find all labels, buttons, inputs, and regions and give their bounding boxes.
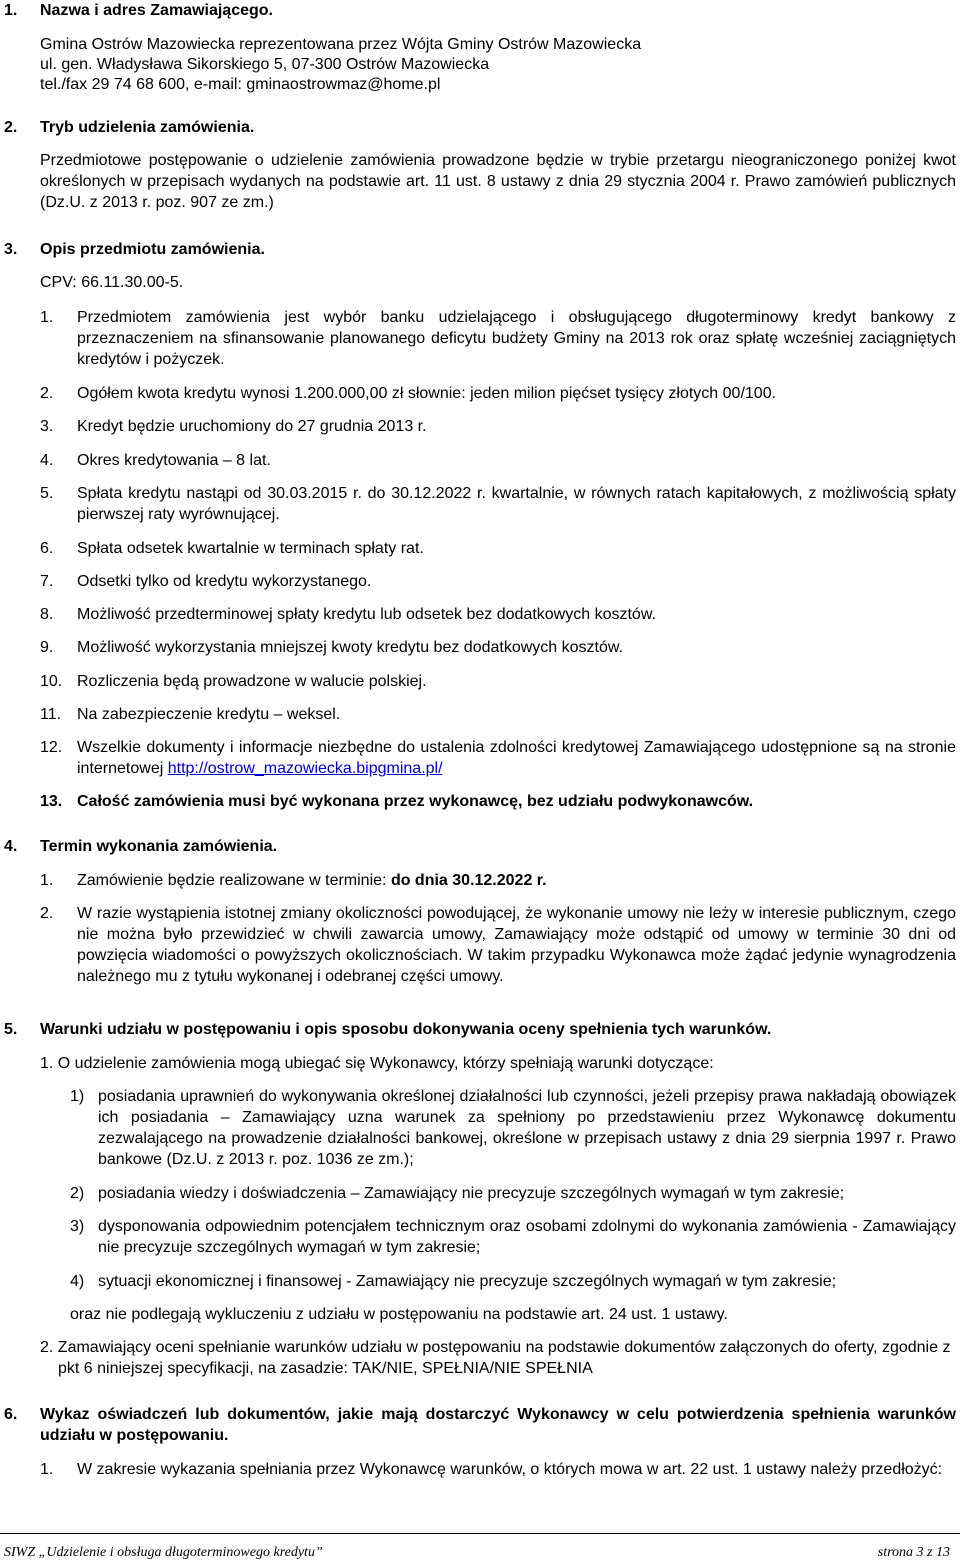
s3-item-3-num: 3. bbox=[40, 418, 54, 435]
s5-item-2-text: posiadania wiedzy i doświadczenia – Zamawiający nie precyzuje szczególnych wymagań w tym zakresie; bbox=[98, 1185, 845, 1202]
s3-item-12-text bbox=[77, 737, 956, 779]
s3-item-5-text: Spłata kredytu nastąpi od 30.03.2015 r. do 30.12.2022 r. kwartalnie, w równych ratach kapitałowych, z możliwością spłaty pierwszej raty wyrównującej. bbox=[77, 485, 956, 523]
s3-item-13-text: Całość zamówienia musi być wykonana przez wykonawcę, bez udziału podwykonawców. bbox=[77, 793, 754, 810]
s5-item-2-num: 2) bbox=[70, 1185, 85, 1202]
s1-line-2: ul. gen. Władysława Sikorskiego 5, 07-300 Ostrów Mazowiecka bbox=[40, 56, 490, 73]
s4-item-2-text: W razie wystąpienia istotnej zmiany okoliczności powodującej, że wykonanie umowy nie leży w interesie publicznym, czego nie można było przewidzieć w chwili zawarcia umowy, Zamawiający może odstąpić od umowy w terminie 30 dni od powzięcia wiadomości o powyższych okolicznościach. W takim przypadku Wykonawca może żądać jedynie wynagrodzenia należnego mu z tytułu wykonanej i odebranej części umowy. bbox=[77, 905, 956, 985]
s3-item-7-num: 7. bbox=[40, 573, 54, 590]
s3-item-12-body: Wszelkie dokumenty i informacje niezbędne do ustalenia zdolności kredytowej Zamawiającego udostępnione są na stronie internetowej bbox=[77, 739, 956, 777]
s3-item-10-text: Rozliczenia będą prowadzone w walucie polskiej. bbox=[77, 673, 427, 690]
s5-oraz: oraz nie podlegają wykluczeniu z udziału w postępowaniu na podstawie art. 24 ust. 1 ustawy. bbox=[70, 1306, 728, 1323]
s6-item-1-text: W zakresie wykazania spełniania przez Wykonawcę warunków, o których mowa w art. 22 ust. 1 ustawy należy przedłożyć: bbox=[77, 1461, 943, 1478]
s5-item-3-num: 3) bbox=[70, 1218, 85, 1235]
s1-title: Nazwa i adres Zamawiającego. bbox=[40, 2, 273, 19]
s2-paragraph: Przedmiotowe postępowanie o udzielenie zamówienia prowadzone będzie w trybie przetargu nieograniczonego poniżej kwot określonych w przepisach wydanych na podstawie art. 11 ust. 8 ustawy z dnia 29 stycznia 2004 r. Prawo zamówień publicznych (Dz.U. z 2013 r. poz. 907 ze zm.) bbox=[40, 152, 956, 211]
s3-title: Opis przedmiotu zamówienia. bbox=[40, 241, 265, 258]
s3-item-9-num: 9. bbox=[40, 639, 54, 656]
s5-num: 5. bbox=[4, 1021, 18, 1038]
footer-divider bbox=[0, 1533, 960, 1534]
s6-num: 6. bbox=[4, 1406, 18, 1423]
s1-line-3: tel./fax 29 74 68 600, e-mail: gminaostrowmaz@home.pl bbox=[40, 76, 441, 93]
s3-item-6-num: 6. bbox=[40, 540, 54, 557]
s2-num: 2. bbox=[4, 119, 18, 136]
footer-page-number: strona 3 z 13 bbox=[877, 1545, 950, 1560]
s4-item-1-text bbox=[77, 870, 547, 891]
s3-item-7-text: Odsetki tylko od kredytu wykorzystanego. bbox=[77, 573, 372, 590]
s3-item-12-num: 12. bbox=[40, 739, 63, 756]
s5-item-3-text: dysponowania odpowiednim potencjałem technicznym oraz osobami zdolnymi do wykonania zamówienia - Zamawiający nie precyzuje szczególnych wymagań w tym zakresie; bbox=[98, 1218, 956, 1256]
s3-item-2-num: 2. bbox=[40, 385, 54, 402]
s3-item-1-num: 1. bbox=[40, 309, 54, 326]
s4-num: 4. bbox=[4, 838, 18, 855]
s6-item-1-num: 1. bbox=[40, 1461, 54, 1478]
s3-item-9-text: Możliwość wykorzystania mniejszej kwoty kredytu bez dodatkowych kosztów. bbox=[77, 639, 623, 656]
s4-item-2-num: 2. bbox=[40, 905, 54, 922]
s5-paragraph-1: 1. O udzielenie zamówienia mogą ubiegać się Wykonawcy, którzy spełniają warunki dotyczące: bbox=[40, 1055, 714, 1072]
s5-item-1-text: posiadania uprawnień do wykonywania określonej działalności lub czynności, jeżeli przepisy prawa nakładają obowiązek ich posiadania – Zamawiający uzna warunek za spełniony po przedstawieniu przez Wykonawcę dokumentu zezwalającego na prowadzenie działalności bankowej, określone w przepisach ustawy z dnia 29 sierpnia 1997 r. Prawo bankowe (Dz.U. z 2013 r. poz. 1036 ze zm.); bbox=[98, 1088, 956, 1168]
s3-cpv: CPV: 66.11.30.00-5. bbox=[40, 274, 184, 291]
s3-item-10-num: 10. bbox=[40, 673, 63, 690]
s3-item-8-text: Możliwość przedterminowej spłaty kredytu lub odsetek bez dodatkowych kosztów. bbox=[77, 606, 656, 623]
footer-document-title: SIWZ „Udzielenie i obsługa długoterminowego kredytu” bbox=[4, 1545, 323, 1560]
s3-item-2-text: Ogółem kwota kredytu wynosi 1.200.000,00 zł słownie: jeden milion pięćset tysięcy złotych 00/100. bbox=[77, 385, 777, 402]
s4-title: Termin wykonania zamówienia. bbox=[40, 838, 278, 855]
s3-item-4-num: 4. bbox=[40, 452, 54, 469]
s3-item-8-num: 8. bbox=[40, 606, 54, 623]
s3-item-1-text: Przedmiotem zamówienia jest wybór banku udzielającego i obsługującego długoterminowy kredyt bankowy z przeznaczeniem na sfinansowanie planowanego deficytu budżety Gminy na 2013 rok oraz spłatę wcześniej zaciągniętych kredytów i pożyczek. bbox=[77, 309, 956, 368]
s4-item-1-date: do dnia 30.12.2022 r. bbox=[390, 872, 547, 889]
s5-paragraph-2: 2. Zamawiający oceni spełnianie warunków udziału w postępowaniu na podstawie dokumentów załączonych do oferty, zgodnie z pkt 6 niniejszej specyfikacji, na zasadzie: TAK/NIE, SPEŁNIA/NIE SPEŁNIA bbox=[40, 1339, 951, 1377]
s6-title: Wykaz oświadczeń lub dokumentów, jakie mają dostarczyć Wykonawcy w celu potwierdzenia spełnienia warunków udziału w postępowaniu. bbox=[40, 1406, 956, 1444]
s4-item-1-num: 1. bbox=[40, 872, 54, 889]
s3-item-11-num: 11. bbox=[40, 706, 62, 723]
s3-item-4-text: Okres kredytowania – 8 lat. bbox=[77, 452, 271, 469]
s5-item-4-num: 4) bbox=[70, 1273, 85, 1290]
s3-item-6-text: Spłata odsetek kwartalnie w terminach spłaty rat. bbox=[77, 540, 424, 557]
s5-item-1-num: 1) bbox=[70, 1088, 85, 1105]
s3-item-3-text: Kredyt będzie uruchomiony do 27 grudnia 2013 r. bbox=[77, 418, 427, 435]
s1-num: 1. bbox=[4, 2, 18, 19]
s4-item-1-body: Zamówienie będzie realizowane w terminie: bbox=[77, 872, 387, 889]
s3-item-13-num: 13. bbox=[40, 793, 63, 810]
s3-num: 3. bbox=[4, 241, 18, 258]
s1-line-1: Gmina Ostrów Mazowiecka reprezentowana przez Wójta Gminy Ostrów Mazowiecka bbox=[40, 36, 642, 53]
s5-item-4-text: sytuacji ekonomicznej i finansowej - Zamawiający nie precyzuje szczególnych wymagań w tym zakresie; bbox=[98, 1273, 837, 1290]
s2-title: Tryb udzielenia zamówienia. bbox=[40, 119, 255, 136]
bip-link[interactable]: http://ostrow_mazowiecka.bipgmina.pl/ bbox=[167, 760, 443, 777]
s5-title: Warunki udziału w postępowaniu i opis sposobu dokonywania oceny spełnienia tych warunków. bbox=[40, 1021, 772, 1038]
s3-item-5-num: 5. bbox=[40, 485, 54, 502]
s3-item-11-text: Na zabezpieczenie kredytu – weksel. bbox=[77, 706, 341, 723]
